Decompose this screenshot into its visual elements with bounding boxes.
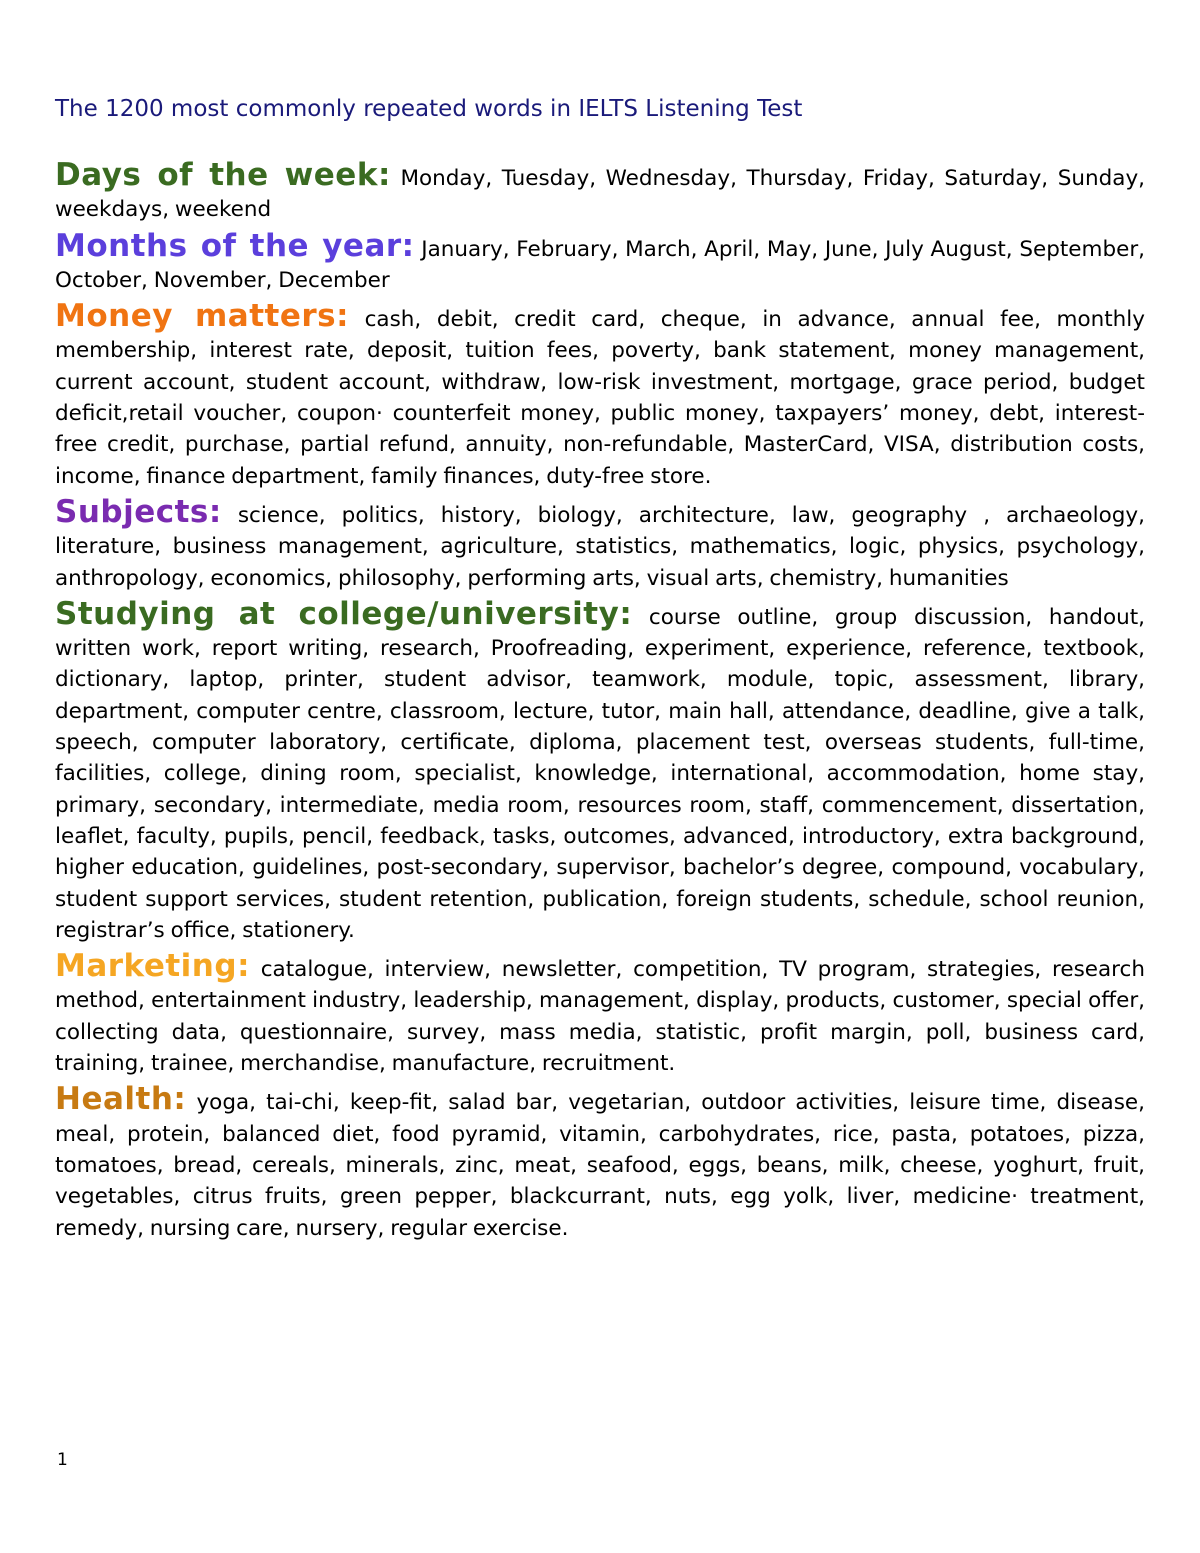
section-health [55,1081,1145,1243]
section-terms: cash, debit, credit card, cheque, in advance, annual fee, monthly membership, interest rate, deposit, tuition fees, poverty, bank statement, money management, current account, student account, withdraw, low-risk investment, mortgage, grace period, budget deficit,retail voucher, coupon· counterfeit money, public money, taxpayers’ money, debt, interest-free credit, purchase, partial refund, annuity, non-refundable, MasterCard, VISA, distribution costs, income, finance department, family finances, duty-free store. [55,307,1145,489]
page-number: 1 [57,1450,68,1470]
section-days-of-week [55,157,1145,226]
section-heading: Money matters: [55,298,350,335]
section-marketing [55,948,1145,1079]
section-terms: science, politics, history, biology, architecture, law, geography , archaeology, literature, business management, agriculture, statistics, mathematics, logic, physics, psychology, anthropology, economics, philosophy, performing arts, visual arts, chemistry, humanities [55,502,1145,591]
section-heading: Marketing: [55,948,250,985]
section-heading: Health: [55,1081,187,1118]
section-terms: course outline, group discussion, handout, written work, report writing, research, Proofreading, experiment, experience, reference, textbook, dictionary, laptop, printer, student advisor, teamwork, module, topic, assessment, library, department, computer centre, classroom, lecture, tutor, main hall, attendance, deadline, give a talk, speech, computer laboratory, certificate, diploma, placement test, overseas students, full-time, facilities, college, dining room, specialist, knowledge, international, accommodation, home stay, primary, secondary, intermediate, media room, resources room, staff, commencement, dissertation, leaflet, faculty, pupils, pencil, feedback, tasks, outcomes, advanced, introductory, extra background, higher education, guidelines, post-secondary, supervisor, bachelor’s degree, compound, vocabulary, student support services, student retention, publication, foreign students, schedule, school reunion, registrar’s office, stationery. [55,604,1145,943]
section-months-of-year [55,227,1145,297]
section-terms: catalogue, interview, newsletter, competition, TV program, strategies, research method, entertainment industry, leadership, management, display, products, customer, special offer, collecting data, questionnaire, survey, mass media, statistic, profit margin, poll, business card, training, trainee, merchandise, manufacture, recruitment. [55,957,1145,1077]
section-terms: Monday, Tuesday, Wednesday, Thursday, Friday, Saturday, Sunday, weekdays, weekend [55,166,1145,223]
section-terms: January, February, March, April, May, June, July August, September, October, November, December [55,236,1145,293]
vocabulary-list [55,157,1145,1249]
document-title: The 1200 most commonly repeated words in IELTS Listening Test [55,96,803,122]
section-heading: Months of the year: [55,227,415,264]
section-money-matters [55,298,1145,492]
section-subjects [55,493,1145,594]
section-terms: yoga, tai-chi, keep-fit, salad bar, vegetarian, outdoor activities, leisure time, disease, meal, protein, balanced diet, food pyramid, vitamin, carbohydrates, rice, pasta, potatoes, pizza, tomatoes, bread, cereals, minerals, zinc, meat, seafood, eggs, beans, milk, cheese, yoghurt, fruit, vegetables, citrus fruits, green pepper, blackcurrant, nuts, egg yolk, liver, medicine· treatment, remedy, nursing care, nursery, regular exercise. [55,1090,1145,1241]
section-heading: Subjects: [55,493,222,530]
section-heading: Studying at college/university: [55,595,633,632]
section-heading: Days of the week: [55,157,391,193]
section-studying [55,595,1145,946]
